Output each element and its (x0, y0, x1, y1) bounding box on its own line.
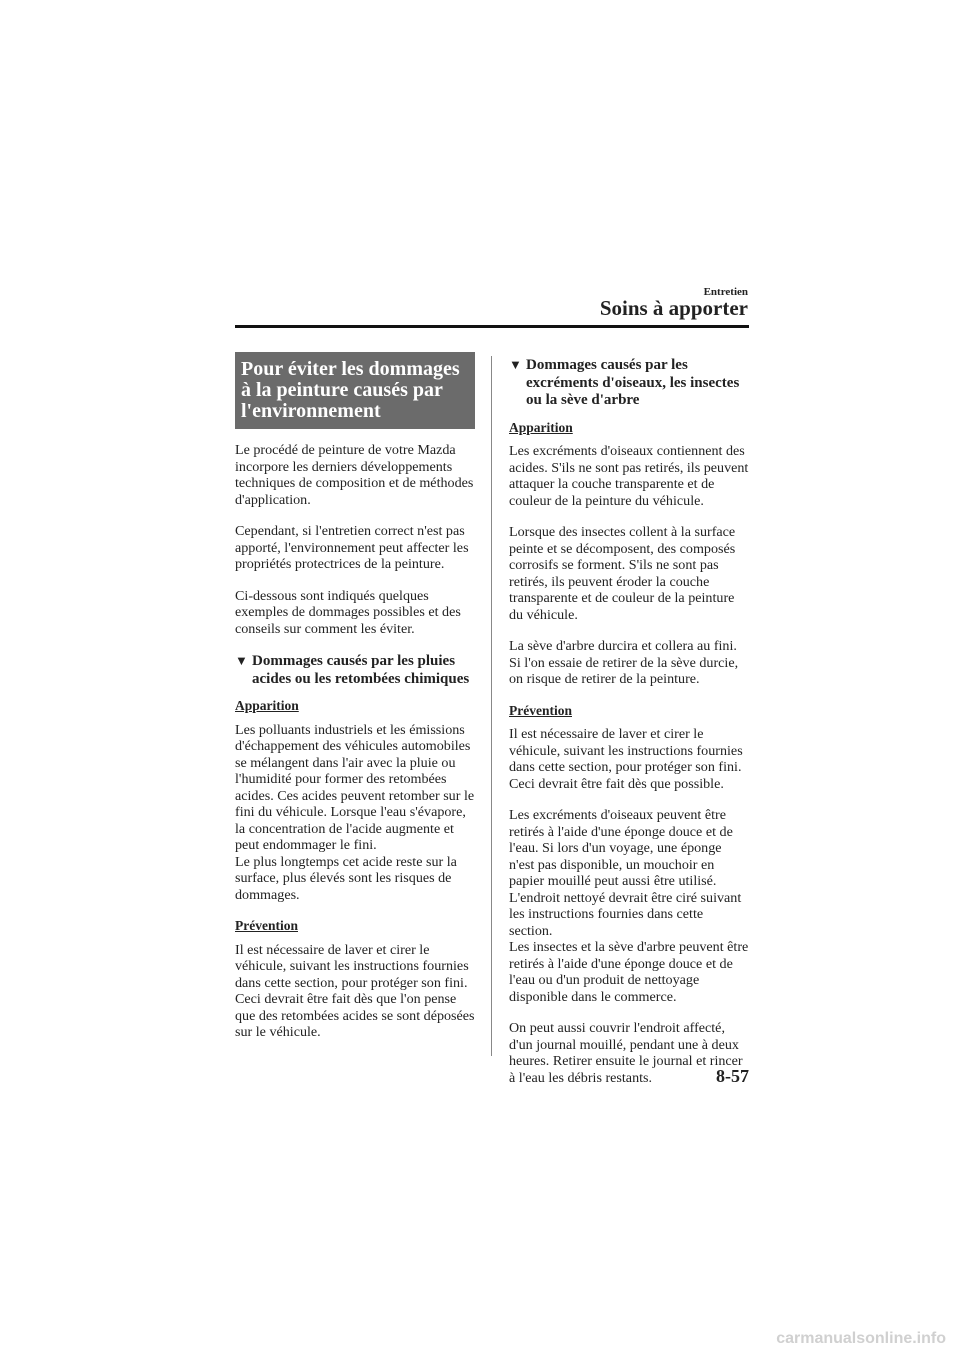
column-divider (491, 356, 492, 1056)
subsection-heading: ▼ Dommages causés par les excréments d'oiseaux, les insectes ou la sève d'arbre (509, 357, 740, 408)
section-banner (235, 352, 475, 429)
apparition-paragraph: Lorsque des insectes collent à la surface peinte et se décomposent, des composés corrosifs se forment. S'ils ne sont pas retirés, ils peuvent éroder la couche transparente et de couleur de la peinture du véhicule. (509, 524, 736, 623)
apparition-label: Apparition (509, 419, 573, 435)
watermark: carmanualsonline.info (776, 1330, 946, 1347)
prevention-paragraph: Les excréments d'oiseaux peuvent être retirés à l'aide d'une éponge douce et de l'eau. Si lors d'un voyage, une éponge n'est pas disponible, un mouchoir en papier mouillé peut aussi être utilisé. L'endroit nettoyé devrait être ciré suivant les instructions fournies dans cette section. Les insectes et la sève d'arbre peuvent être retirés à l'aide d'une éponge douce et de l'eau ou d'un produit de nettoyage disponible dans le commerce. (509, 807, 749, 1005)
triangle-down-icon: ▼ (235, 653, 248, 668)
apparition-paragraph: La sève d'arbre durcira et collera au fini. Si l'on essaie de retirer de la sève durcie, on risque de retirer de la peinture. (509, 638, 739, 687)
intro-paragraph: Le procédé de peinture de votre Mazda incorpore les derniers développements techniques de composition et de méthodes d'application. (235, 442, 474, 508)
prevention-label: Prévention (235, 918, 298, 933)
apparition-label: Apparition (235, 698, 299, 713)
prevention-paragraph: Il est nécessaire de laver et cirer le véhicule, suivant les instructions fournies dans cette section, pour protéger son fini. Ceci devrait être fait dès que l'on pense que des retombées acides se sont déposées sur le véhicule. (235, 941, 475, 1040)
header-rule (235, 325, 749, 328)
header-section: Entretien (703, 286, 748, 298)
intro-paragraph: Cependant, si l'entretien correct n'est pas apporté, l'environnement peut affecter les propriétés protectrices de la peinture. (235, 523, 469, 572)
right-column (509, 352, 751, 1101)
banner-line: Pour éviter les dommages (241, 358, 460, 380)
header-title: Soins à apporter (599, 296, 748, 320)
subsection-heading: ▼ Dommages causés par les pluies acides ou les retombées chimiques (235, 653, 470, 687)
banner-line: à la peinture causés par (241, 379, 443, 401)
banner-line: l'environnement (241, 400, 381, 422)
prevention-paragraph: On peut aussi couvrir l'endroit affecté, d'un journal mouillé, pendant une à deux heures. Retirer ensuite le journal et rincer à l'eau les débris restants. (509, 1020, 743, 1086)
triangle-down-icon: ▼ (509, 357, 522, 372)
prevention-paragraph: Il est nécessaire de laver et cirer le véhicule, suivant les instructions fournies dans cette section, pour protéger son fini. Ceci devrait être fait dès que possible. (509, 726, 743, 792)
intro-paragraph: Ci-dessous sont indiqués quelques exemples de dommages possibles et des conseils sur comment les éviter. (235, 587, 461, 637)
prevention-label: Prévention (509, 702, 572, 718)
left-column (235, 352, 475, 1056)
apparition-paragraph: Les polluants industriels et les émissions d'échappement des véhicules automobiles se mélangent dans l'air avec la pluie ou l'humidité pour former des retombées acides. Ces acides peuvent retomber sur le fini du véhicule. Lorsque l'eau s'évapore, la concentration de l'acide augmente et peut endommager le fini. Le plus longtemps cet acide reste sur la surface, plus élevés sont les risques de dommages. (235, 721, 475, 903)
apparition-paragraph: Les excréments d'oiseaux contiennent des acides. S'ils ne sont pas retirés, ils peuvent attaquer la couche transparente et de couleur de la peinture du véhicule. (509, 443, 749, 509)
page-number: 8-57 (716, 1066, 749, 1086)
